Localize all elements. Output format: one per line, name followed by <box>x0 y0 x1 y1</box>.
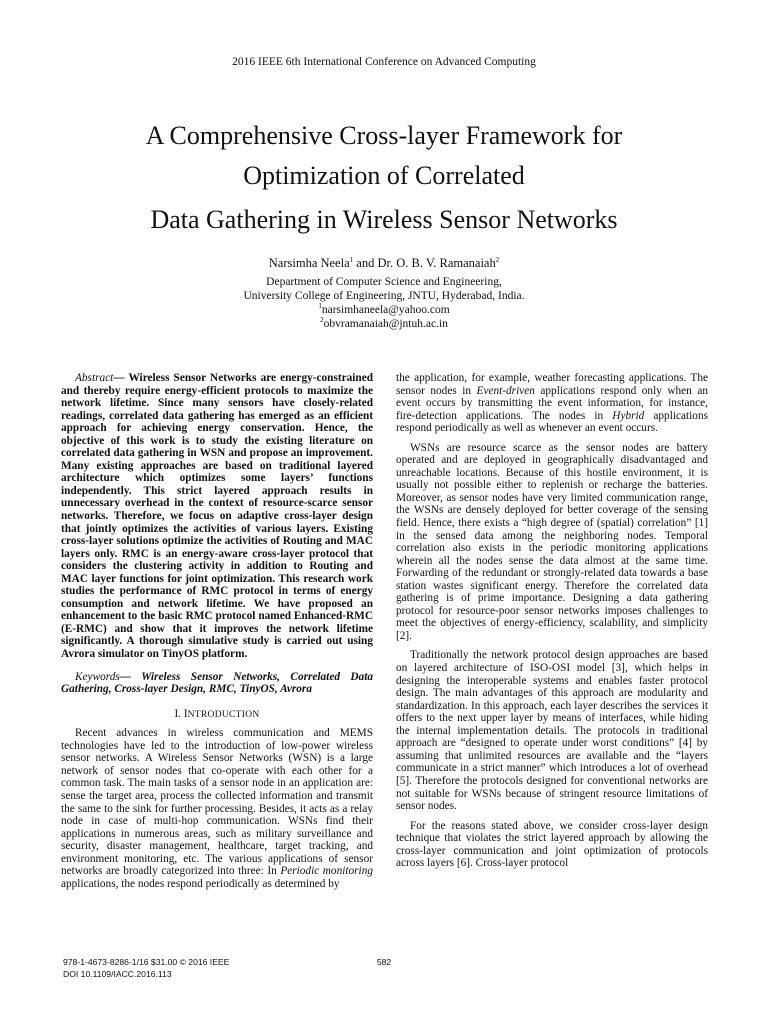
keywords-text: — Wireless Sensor Networks, Correlated Data Gathering, Cross-layer Design, RMC, TinyOS, Avrora <box>61 670 373 696</box>
isbn-line: 978-1-4673-8286-1/16 $31.00 © 2016 IEEE <box>63 957 230 967</box>
department: Department of Computer Science and Engineering, <box>266 276 502 288</box>
abstract-text: — Wireless Sensor Networks are energy-constrained and thereby require energy-efficient protocols to maximize the network lifetime. Since many sensors have closely-related readings, correlated data gathering has emerged as an efficient approach for achieving energy conservation. Hence, the objective of this work is to study the existing literature on correlated data gathering in WSN and propose an improvement. Many existing approaches are based on traditional layered architecture which optimizes some layers’ functions independently. This strict layered approach results in unnecessary overhead in the context of resource-scarce sensor networks. Therefore, we focus on adaptive cross-layer design that jointly optimizes the activities of various layers. Existing cross-layer solutions optimize the activities of Routing and MAC layers only. RMC is an energy-aware cross-layer protocol that considers the clustering activity in addition to Routing and MAC layer functions for joint optimization. This research work studies the performance of RMC protocol in terms of energy consumption and network lifetime. We have proposed an enhancement to the basic RMC protocol named Enhanced-RMC (E-RMC) and show that it improves the network lifetime significantly. A thorough simulative study is carried out using Avrora simulator on TinyOS platform. <box>61 372 373 661</box>
author-names <box>0 256 768 270</box>
right-column <box>396 372 708 870</box>
abstract-lead: Abstract <box>75 372 114 384</box>
keywords <box>61 671 373 696</box>
paper-title <box>60 116 708 240</box>
left-column <box>61 372 373 890</box>
keywords-lead: Keywords <box>75 670 120 683</box>
intro-paragraph-1: Recent advances in wireless communication and MEMS technologies have led to the introduction of low-power wireless sensor networks. A Wireless Sensor Networks (WSN) is a large network of sensor nodes that co-operate with each other for a common task. The main tasks of a sensor node in an application are: sense the target area, process the collected information and transmit the same to the sink for further processing. Besides, it acts as a relay node in case of multi-hop communication. WSNs find their applications in numerous areas, such as military surveillance and security, disaster management, healthcare, target tracking, and environment monitoring, etc. The various applications of sensor networks are broadly categorized into three: In Periodic monitoring applications, the nodes respond periodically as determined by <box>61 727 373 890</box>
email-2: $^2$obvramanaiah@jntuh.ac.in <box>320 316 448 330</box>
paragraph-cross-layer: For the reasons stated above, we consider cross-layer design technique that violates the strict layered approach by allowing the cross-layer communication and joint optimization of protocols across layers [6]. Cross-layer protocol <box>396 819 708 870</box>
doi-line: DOI 10.1109/IACC.2016.113 <box>63 968 172 979</box>
abstract <box>61 372 373 661</box>
author-2-sup: 2 <box>495 255 500 264</box>
paragraph-resource-scarce: WSNs are resource scarce as the sensor nodes are battery operated and are deployed in geographically disadvantaged and unreachable locations. Because of this hostile environment, it is usually not possible either to replenish or recharge the batteries. Moreover, as sensor nodes have very limited communication range, the WSNs are densely deployed for better coverage of the sensing field. Hence, there exists a “high degree of (spatial) correlation” [1] in the sensed data among the neighboring nodes. Temporal correlation also exists in the periodic monitoring applications wherein all the nodes sense the data almost at the same time. Forwarding of the redundant or strongly-related data towards a base station wastes significant energy. Therefore the correlated data gathering is of prime importance. Designing a data gathering protocol for resource-poor sensor networks imposes challenges to meet the objectives of energy-efficiency, scalability, and simplicity [2]. <box>396 441 708 642</box>
author-1-sup: 1 <box>349 255 354 264</box>
author-1: Narsimha Neela <box>268 256 350 270</box>
paragraph-continued: the application, for example, weather forecasting applications. The sensor nodes in Event-driven applications respond only when an event occurs by transmitting the event information, for instance, fire-detection applications. The nodes in Hybrid applications respond periodically as well as whenever an event occurs. <box>396 372 708 435</box>
title-line-2: Optimization of Correlated <box>243 161 525 190</box>
university: University College of Engineering, JNTU, Hyderabad, India. <box>243 290 525 302</box>
title-line-3: Data Gathering in Wireless Sensor Networks <box>150 205 618 234</box>
conference-header: 2016 IEEE 6th International Conference on Advanced Computing <box>232 56 536 68</box>
author-block <box>0 256 768 331</box>
author-joiner: and Dr. O. B. V. Ramanaiah <box>353 256 496 270</box>
email-1: $^1$narsimhaneela@yahoo.com <box>318 302 450 316</box>
paragraph-traditional-design: Traditionally the network protocol design approaches are based on layered architecture of ISO-OSI model [3], which helps in designing the interoperable systems and enables faster protocol design. The main advantages of this approach are modularity and standardization. In this approach, each layer describes the services it offers to the next upper layer by means of interfaces, while hiding the internal implementation details. The protocols in traditional approach are “designed to operate under worst conditions” [4] by assuming that unlimited resources are available and the “layers communicate in a strict manner” which introduces a lot of overhead [5]. Therefore the protocols designed for conventional networks are not suitable for WSNs because of stringent resource limitations of sensor nodes. <box>396 649 708 813</box>
page-number: 582 <box>376 957 392 967</box>
section-heading-introduction: I. INTRODUCTION <box>174 707 260 720</box>
title-line-1: A Comprehensive Cross-layer Framework for <box>145 121 623 150</box>
copyright-footer <box>63 957 229 980</box>
